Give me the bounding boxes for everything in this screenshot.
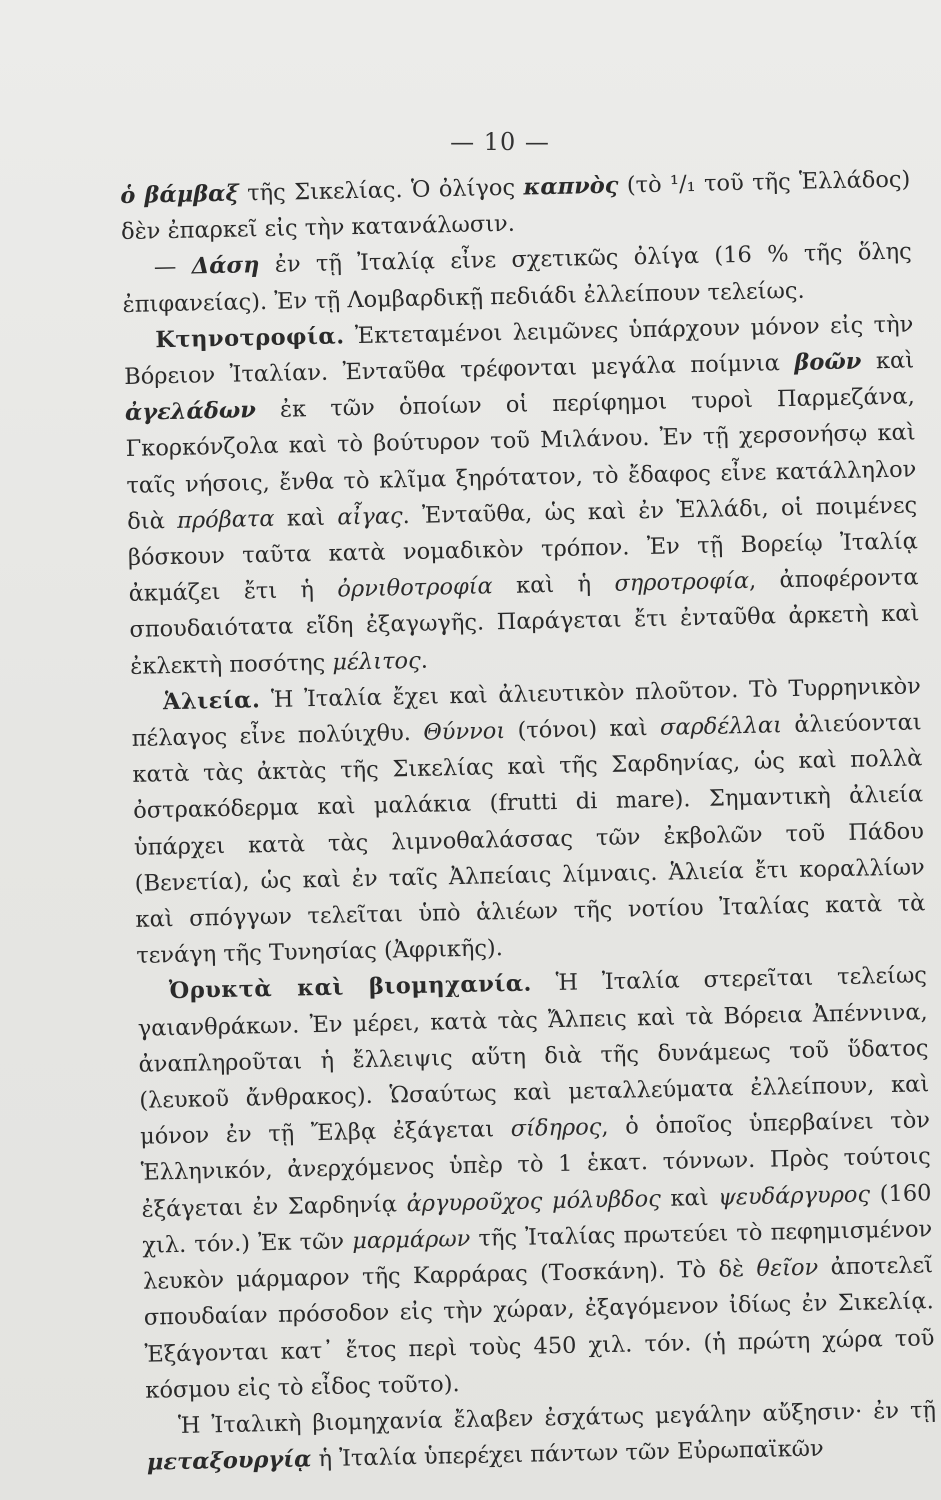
text-run: . Ἐνταῦθα, ὡς καὶ ἐν Ἑλλάδι, οἱ ποιμένες βόσκουν ταῦτα κατὰ νομαδικὸν τρόπον. Ἐν τῇ Βορείῳ Ἰταλίᾳ ἀκμάζει ἔτι ἡ — [127, 492, 919, 608]
text-run: μεταξουργίᾳ — [146, 1446, 312, 1476]
text-run: Ἡ Ἰταλία στερεῖται τελείως γαιανθράκων. Ἐν μέρει, κατὰ τὰς Ἄλπεις καὶ τὰ Βόρεια Ἀπέννινα, ἀναπληροῦται ἡ ἔλλειψις αὕτη διὰ τῆς δυνάμεως τοῦ ὕδατος (λευκοῦ ἄνθρακος). Ὡσαύτως καὶ μεταλλεύματα ἐλλείπουν, καὶ μόνον ἐν τῇ Ἔλβᾳ ἐξάγεται — [137, 962, 930, 1151]
paragraph-minerals-industry — [137, 958, 936, 1409]
text-run: Ἡ Ἰταλικὴ βιομηχανία ἔλαβεν ἐσχάτως μεγάλην αὔξησιν· ἐν τῇ — [177, 1397, 937, 1439]
section-heading: Ὀρυκτὰ καὶ βιομηχανία. — [168, 971, 533, 1005]
text-run: ἀποτελεῖ σπουδαίαν πρόσοδον εἰς τὴν χώραν, ἐξαγόμενον ἰδίως ἐν Σικελίᾳ. Ἐξάγονται κατ᾿ ἔτος περὶ τοὺς 450 χιλ. τόν. (ἡ πρώτη χώρα τοῦ κόσμου εἰς τὸ εἶδος τοῦτο). — [143, 1252, 935, 1404]
paragraph-fisheries — [131, 668, 927, 974]
text-run: πρόβατα — [176, 505, 275, 534]
text-run: — — [153, 253, 193, 281]
text-run: Δάση — [191, 252, 260, 280]
text-run: Ἐκτεταμένοι λειμῶνες ὑπάρχουν μόνον εἰς τὴν Βόρειον Ἰταλίαν. Ἐνταῦθα τρέφονται μεγάλα ποίμνια — [123, 311, 914, 390]
text-run: (τόνοι) καὶ — [504, 714, 661, 745]
paragraph-industry — [146, 1392, 937, 1481]
body-text — [120, 161, 937, 1481]
text-run: μέλιτος — [332, 647, 421, 676]
text-run: . — [420, 647, 429, 674]
text-run: σαρδέλλαι — [659, 712, 783, 741]
text-run: ὀρνιθοτροφία — [337, 573, 494, 603]
paragraph-livestock — [123, 306, 920, 684]
text-run: (τὸ ¹/₁ τοῦ τῆς Ἑλλάδος) δὲν ἐπαρκεῖ εἰς τὴν κατανάλωσιν. — [120, 166, 911, 246]
text-run: καὶ — [660, 1184, 719, 1212]
text-run: μαρμάρων — [351, 1225, 471, 1255]
text-run: βοῶν — [794, 348, 862, 376]
text-run: τῆς Ἰταλίας πρωτεύει τὸ πεφημισμένον λευκὸν μάρμαρον τῆς Καρράρας (Τοσκάνη). Τὸ δὲ — [142, 1216, 933, 1295]
text-run: (160 χιλ. τόν.) Ἐκ τῶν — [142, 1179, 932, 1259]
text-run: ἀλιεύονται κατὰ τὰς ἀκτὰς τῆς Σικελίας καὶ τῆς Σαρδηνίας, ὡς καὶ πολλὰ ὀστρακόδερμα καὶ μαλάκια (frutti di mare). Σημαντικὴ ἀλιεία ὑπάρχει κατὰ τὰς λιμνοθαλάσσας τῶν ἐκβολῶν τοῦ Πάδου (Βενετία), ὡς καὶ ἐν ταῖς Ἀλπείαις λίμναις. Ἁλιεία ἔτι κοραλλίων καὶ σπόγγων τελεῖται ὑπὸ ἁλιέων τῆς νοτίου Ἰταλίας κατὰ τὰ τενάγη τῆς Τυνησίας (Ἀφρικῆς). — [132, 709, 926, 970]
text-run: καὶ ἡ — [492, 570, 615, 600]
text-run: θεῖον — [756, 1254, 819, 1282]
text-run: ψευδάργυρος — [717, 1181, 871, 1211]
text-run: ἐκ τῶν ὁποίων οἱ περίφημοι τυροὶ Παρμεζάνα, Γκορκόνζολα καὶ τὸ βούτυρον τοῦ Μιλάνου. Ἐν τῇ χερσονήσῳ καὶ ταῖς νήσοις, ἔνθα τὸ κλῖμα ξηρότατον, τὸ ἔδαφος εἶνε κατάλληλον διὰ — [125, 383, 917, 535]
text-run: σηροτροφία — [614, 568, 750, 597]
text-run: τῆς Σικελίας. Ὁ ὀλίγος — [238, 174, 524, 207]
text-run: , ἀποφέροντα σπουδαιότατα εἴδη ἐξαγωγῆς. Παράγεται ἔτι ἐνταῦθα ἀρκετὴ καὶ ἐκλεκτὴ ποσότης — [129, 564, 920, 680]
text-run: ἡ Ἰταλία ὑπερέχει πάντων τῶν Εὐρωπαϊκῶν — [311, 1435, 824, 1473]
text-run: καπνὸς — [523, 172, 619, 201]
section-heading: Ἁλιεία. — [162, 687, 261, 716]
section-heading: Κτηνοτροφία. — [155, 323, 345, 354]
text-run: Θύννοι — [423, 718, 506, 746]
text-run: ἀργυροῦχος μόλυβδος — [406, 1185, 662, 1217]
text-run: ἀγελάδων — [124, 397, 257, 427]
text-run: καὶ — [274, 504, 338, 532]
text-run: ὁ βάμβαξ — [120, 180, 240, 209]
text-run: Ἡ Ἰταλία ἔχει καὶ ἀλιευτικὸν πλοῦτον. Τὸ Τυρρηνικὸν πέλαγος εἶνε πολύιχθυ. — [131, 673, 922, 752]
text-run: , ὁ ὁποῖος ὑπερβαίνει τὸν Ἑλληνικόν, ἀνερχόμενος ὑπὲρ τὸ 1 ἑκατ. τόννων. Πρὸς τούτοις ἐξάγεται ἐν Σαρδηνίᾳ — [140, 1107, 931, 1223]
text-run: σίδηρος — [510, 1114, 602, 1143]
text-run: αἶγας — [337, 502, 403, 531]
page-number: — 10 — — [450, 128, 550, 156]
text-run: ἐν τῇ Ἰταλίᾳ εἶνε σχετικῶς ὀλίγα (16 % τῆς ὅλης ἐπιφανείας). Ἐν τῇ Λομβαρδικῇ πεδιάδι ἐλλείπουν τελείως. — [122, 238, 912, 318]
text-run: καὶ — [861, 347, 915, 375]
